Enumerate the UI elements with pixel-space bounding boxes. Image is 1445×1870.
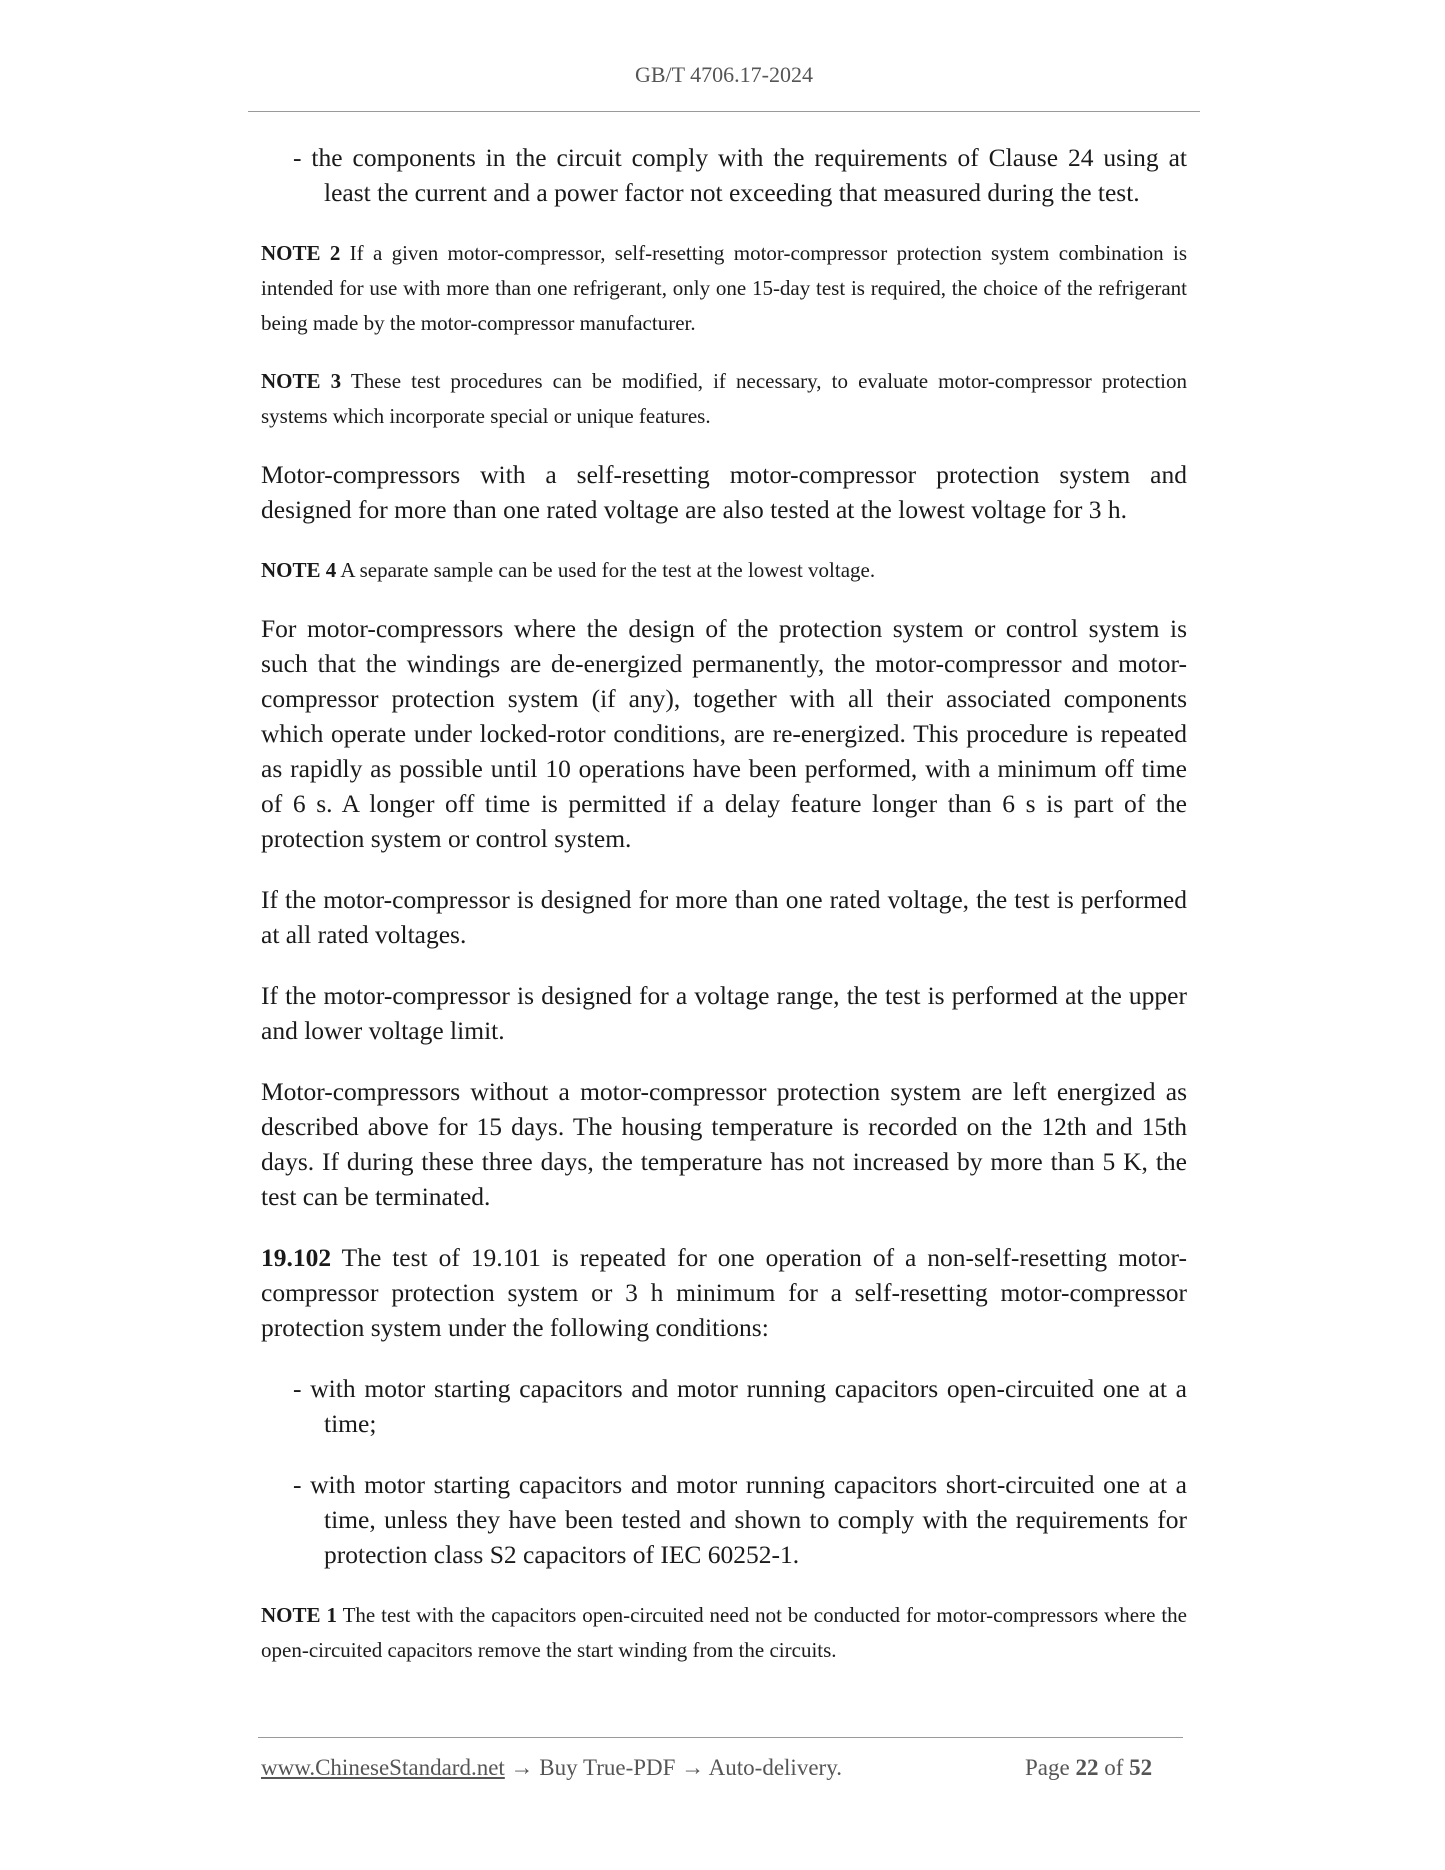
note-3-label: NOTE 3 <box>261 369 342 393</box>
note-4-label: NOTE 4 <box>261 558 337 582</box>
note-3-text: These test procedures can be modified, if necessary, to evaluate motor-compressor protection systems which incorporate special or unique features. <box>261 369 1187 428</box>
header-divider <box>248 111 1200 112</box>
note-4 <box>261 553 1187 588</box>
note-4-text: A separate sample can be used for the test at the lowest voltage. <box>336 558 876 582</box>
note-2-label: NOTE 2 <box>261 241 341 265</box>
page-word: Page <box>1025 1755 1076 1780</box>
site-link[interactable]: www.ChineseStandard.net <box>261 1755 505 1780</box>
note-2-text: If a given motor-compressor, self-resetting motor-compressor protection system combination is intended for use with more than one refrigerant, only one 15-day test is required, the choice of the refrigerant being made by the motor-compressor manufacturer. <box>261 241 1187 335</box>
clause-19-102-number: 19.102 <box>261 1243 332 1272</box>
bullet-components-comply: - the components in the circuit comply with the requirements of Clause 24 using at least the current and a power factor not exceeding that measured during the test. <box>293 143 1187 207</box>
bullet-open-circuited: - with motor starting capacitors and motor running capacitors open-circuited one at a time; <box>293 1374 1187 1438</box>
note-1-label: NOTE 1 <box>261 1603 337 1627</box>
clause-19-102-text: The test of 19.101 is repeated for one operation of a non-self-resetting motor-compressor protection system or 3 h minimum for a self-resetting motor-compressor protection system under the following conditions: <box>261 1243 1187 1342</box>
footer-divider <box>258 1737 1183 1738</box>
para-lowest-voltage: Motor-compressors with a self-resetting motor-compressor protection system and designed for more than one rated voltage are also tested at the lowest voltage for 3 h. <box>261 460 1187 524</box>
para-no-protection: Motor-compressors without a motor-compressor protection system are left energized as described above for 15 days. The housing temperature is recorded on the 12th and 15th days. If during these three days, the temperature has not increased by more than 5 K, the test can be terminated. <box>261 1077 1187 1211</box>
page-total: 52 <box>1129 1755 1153 1780</box>
of-word: of <box>1098 1755 1130 1780</box>
para-deenergized: For motor-compressors where the design of the protection system or control system is such that the windings are de-energized permanently, the motor-compressor and motor-compressor protection system (if any), together with all their associated components which operate under locked-rotor conditions, are re-energized. This procedure is repeated as rapidly as possible until 10 operations have been performed, with a minimum off time of 6 s. A longer off time is permitted if a delay feature longer than 6 s is part of the protection system or control system. <box>261 614 1187 853</box>
arrow-right-icon: → <box>675 1755 709 1780</box>
note-2 <box>261 236 1187 341</box>
buy-true-pdf-text: Buy True-PDF <box>539 1755 676 1780</box>
arrow-right-icon: → <box>504 1755 540 1780</box>
note-1 <box>261 1598 1187 1668</box>
para-voltage-range: If the motor-compressor is designed for a voltage range, the test is performed at the upper and lower voltage limit. <box>261 981 1187 1045</box>
page-header-standard-code: GB/T 4706.17-2024 <box>634 62 814 87</box>
auto-delivery-text: Auto-delivery. <box>708 1755 842 1780</box>
bullet-short-circuited: - with motor starting capacitors and motor running capacitors short-circuited one at a time, unless they have been tested and shown to comply with the requirements for protection class S2 capacitors of IEC 60252-1. <box>293 1470 1187 1569</box>
page-current: 22 <box>1075 1755 1099 1780</box>
clause-19-102 <box>261 1240 1187 1345</box>
document-body <box>261 140 1187 1691</box>
para-rated-voltages: If the motor-compressor is designed for more than one rated voltage, the test is performed at all rated voltages. <box>261 885 1187 949</box>
page-indicator <box>1025 1755 1152 1781</box>
footer-links <box>261 1755 842 1781</box>
note-3 <box>261 364 1187 434</box>
note-1-text: The test with the capacitors open-circuited need not be conducted for motor-compressors where the open-circuited capacitors remove the start winding from the circuits. <box>261 1603 1188 1662</box>
